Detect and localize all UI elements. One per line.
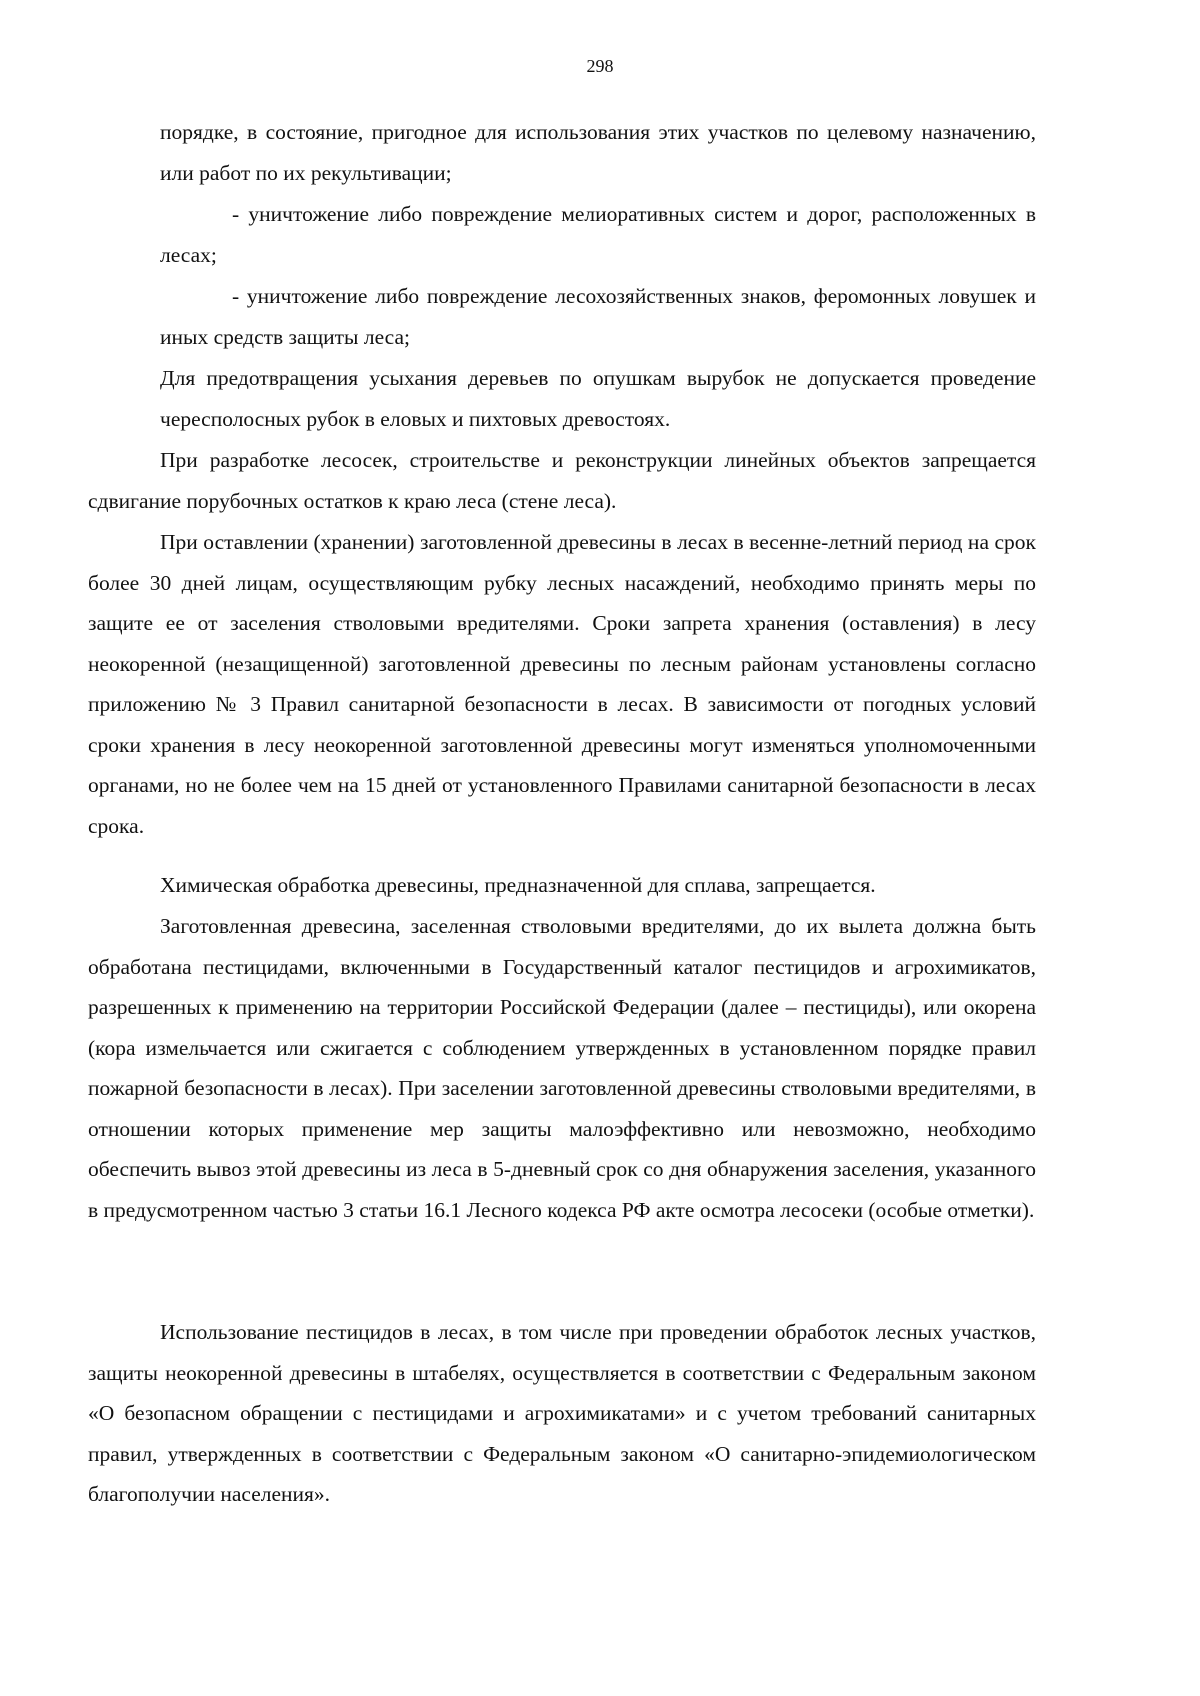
list-item-forest-signs: - уничтожение либо повреждение лесохозяйственных знаков, феромонных ловушек и иных средств защиты леса; [160,284,1036,349]
list-item-melioration: - уничтожение либо повреждение мелиоративных систем и дорог, расположенных в лесах; [160,202,1036,267]
paragraph-infested-timber: Заготовленная древесина, заселенная стволовыми вредителями, до их вылета должна быть обработана пестицидами, включенными в Государственный каталог пестицидов и агрохимикатов, разрешенных к применению на территории Российской Федерации (далее – пестициды), или окорена (кора измельчается или сжигается с соблюдением утвержденных в установленном порядке правил пожарной безопасности в лесах). При заселении заготовленной древесины стволовыми вредителями, в отношении которых применение мер защиты малоэффективно или невозможно, необходимо обеспечить вывоз этой древесины из леса в 5-дневный срок со дня обнаружения заселения, указанного в предусмотренном частью 3 статьи 16.1 Лесного кодекса РФ акте осмотра лесосеки (особые отметки). [88,914,1036,1222]
paragraph-logging-residues: При разработке лесосек, строительстве и реконструкции линейных объектов запрещается сдвигание порубочных остатков к краю леса (стене леса). [88,448,1036,513]
paragraph-timber-storage: При оставлении (хранении) заготовленной древесины в лесах в весенне-летний период на срок более 30 дней лицам, осуществляющим рубку лесных насаждений, необходимо принять меры по защите ее от заселения стволовыми вредителями. Сроки запрета хранения (оставления) в лесу неокоренной (незащищенной) заготовленной древесины по лесным районам установлены согласно приложению № 3 Правил санитарной безопасности в лесах. В зависимости от погодных условий сроки хранения в лесу неокоренной заготовленной древесины могут изменяться уполномоченными органами, но не более чем на 15 дней от установленного Правилами санитарной безопасности в лесах срока. [88,530,1036,838]
paragraph-continuation: порядке, в состояние, пригодное для использования этих участков по целевому назначению, или работ по их рекультивации; [160,120,1036,185]
paragraph-chemical-treatment: Химическая обработка древесины, предназначенной для сплава, запрещается. [160,873,876,897]
paragraph-clearcut-edges: Для предотвращения усыхания деревьев по опушкам вырубок не допускается проведение чересполосных рубок в еловых и пихтовых древостоях. [160,366,1036,431]
paragraph-pesticide-use: Использование пестицидов в лесах, в том числе при проведении обработок лесных участков, защиты неокоренной древесины в штабелях, осуществляется в соответствии с Федеральным законом «О безопасном обращении с пестицидами и агрохимикатами» и с учетом требований санитарных правил, утвержденных в соответствии с Федеральным законом «О санитарно-эпидемиологическом благополучии населения». [88,1320,1036,1506]
page-number: 298 [586,56,614,76]
